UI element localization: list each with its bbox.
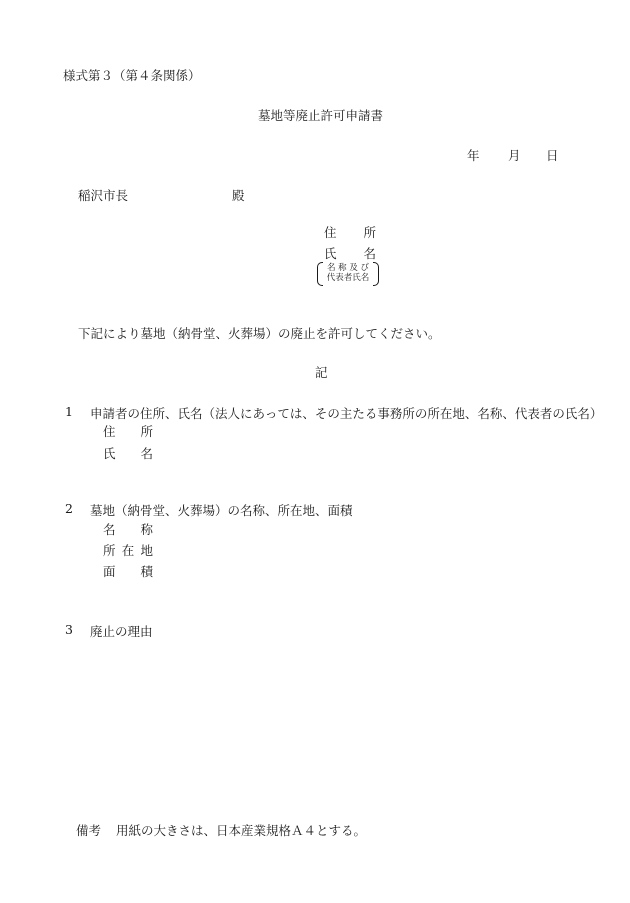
form-number: 様式第３（第４条関係）	[63, 68, 201, 83]
item2-text: 墓地（納骨堂、火葬場）の名称、所在地、面積	[90, 503, 353, 518]
item1-name-label: 氏 名	[103, 446, 153, 461]
item1-address-label: 住 所	[103, 424, 153, 439]
item2-area-label: 面 積	[103, 564, 153, 579]
item3-number: 3	[65, 622, 73, 637]
item1-number: 1	[65, 404, 73, 419]
item1-text: 申請者の住所、氏名（法人にあっては、その主たる事務所の所在地、名称、代表者の氏名）	[90, 406, 603, 421]
item2-number: 2	[65, 501, 73, 516]
item2-location-label: 所 在 地	[103, 543, 153, 558]
addressee-name: 稲沢市長	[78, 188, 129, 203]
date-month: 月	[508, 148, 521, 163]
ki-heading: 記	[315, 365, 328, 380]
addressee-honorific: 殿	[232, 188, 245, 203]
applicant-address-label: 住 所	[324, 225, 376, 240]
date-year: 年	[467, 148, 480, 163]
corporate-name-note: 名 称 及 び 代表者氏名	[317, 262, 379, 286]
request-text: 下記により墓地（納骨堂、火葬場）の廃止を許可してください。	[78, 326, 441, 341]
document-title: 墓地等廃止許可申請書	[258, 108, 384, 123]
item2-name-label: 名 称	[103, 522, 153, 537]
applicant-name-label: 氏 名	[324, 246, 376, 261]
date-day: 日	[546, 148, 559, 163]
note-text: 用紙の大きさは、日本産業規格Ａ４とする。	[116, 823, 367, 838]
item3-text: 廃止の理由	[90, 624, 153, 639]
note-label: 備考	[76, 823, 102, 838]
